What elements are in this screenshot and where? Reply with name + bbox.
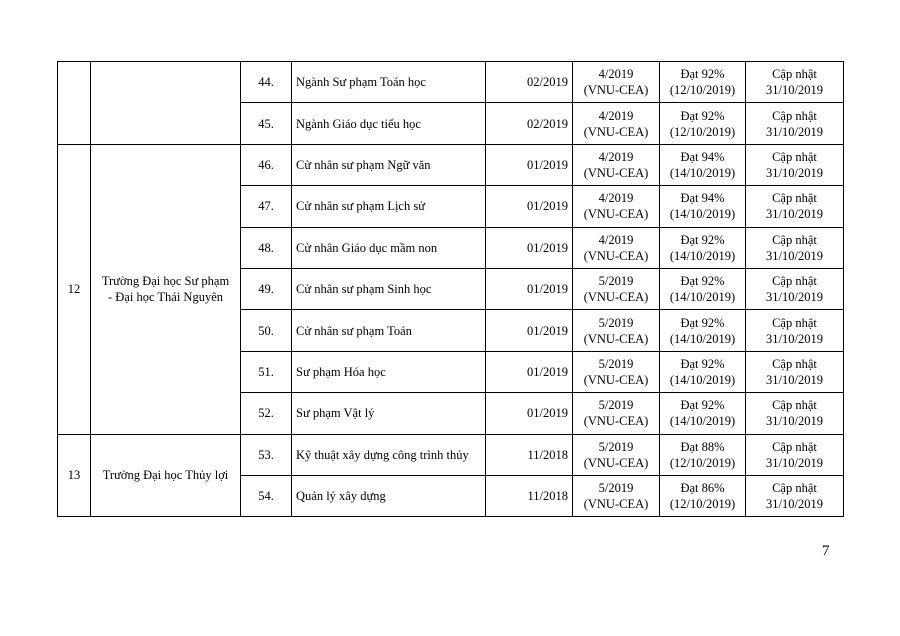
result-cell: Đạt 92% (14/10/2019): [660, 268, 746, 309]
program-number-cell: 47.: [241, 186, 292, 227]
program-number-cell: 50.: [241, 310, 292, 351]
program-name-cell: Cử nhân Giáo dục mầm non: [292, 227, 486, 268]
date-cell: 01/2019: [486, 227, 573, 268]
status-cell: Cập nhật 31/10/2019: [746, 393, 844, 434]
accreditation-table: [57, 61, 844, 517]
date-cell: 01/2019: [486, 351, 573, 392]
program-name-cell: Cử nhân sư phạm Sinh học: [292, 268, 486, 309]
result-cell: Đạt 86% (12/10/2019): [660, 475, 746, 516]
program-number-cell: 45.: [241, 103, 292, 144]
program-name-cell: Quản lý xây dựng: [292, 475, 486, 516]
program-name-cell: Ngành Giáo dục tiểu học: [292, 103, 486, 144]
schedule-cell: 4/2019 (VNU-CEA): [573, 186, 660, 227]
status-cell: Cập nhật 31/10/2019: [746, 103, 844, 144]
program-name-cell: Cử nhân sư phạm Ngữ văn: [292, 144, 486, 185]
stt-cell: 12: [58, 144, 91, 434]
date-cell: 01/2019: [486, 268, 573, 309]
program-name-cell: Cử nhân sư phạm Toán: [292, 310, 486, 351]
date-cell: 01/2019: [486, 144, 573, 185]
program-number-cell: 48.: [241, 227, 292, 268]
program-name-cell: Sư phạm Hóa học: [292, 351, 486, 392]
page-number: 7: [822, 543, 830, 559]
university-cell: [91, 62, 241, 145]
schedule-cell: 5/2019 (VNU-CEA): [573, 434, 660, 475]
program-number-cell: 54.: [241, 475, 292, 516]
date-cell: 01/2019: [486, 393, 573, 434]
program-number-cell: 51.: [241, 351, 292, 392]
result-cell: Đạt 92% (14/10/2019): [660, 393, 746, 434]
date-cell: 02/2019: [486, 62, 573, 103]
date-cell: 02/2019: [486, 103, 573, 144]
table-row: [58, 62, 844, 103]
date-cell: 11/2018: [486, 434, 573, 475]
result-cell: Đạt 92% (12/10/2019): [660, 103, 746, 144]
schedule-cell: 5/2019 (VNU-CEA): [573, 268, 660, 309]
stt-cell: [58, 62, 91, 145]
result-cell: Đạt 88% (12/10/2019): [660, 434, 746, 475]
program-number-cell: 53.: [241, 434, 292, 475]
result-cell: Đạt 92% (14/10/2019): [660, 310, 746, 351]
program-number-cell: 46.: [241, 144, 292, 185]
table-row: [58, 434, 844, 475]
university-cell: Trường Đại học Sư phạm - Đại học Thái Nguyên: [91, 144, 241, 434]
university-cell: Trường Đại học Thủy lợi: [91, 434, 241, 517]
schedule-cell: 5/2019 (VNU-CEA): [573, 475, 660, 516]
schedule-cell: 4/2019 (VNU-CEA): [573, 227, 660, 268]
program-number-cell: 49.: [241, 268, 292, 309]
schedule-cell: 4/2019 (VNU-CEA): [573, 103, 660, 144]
status-cell: Cập nhật 31/10/2019: [746, 227, 844, 268]
schedule-cell: 5/2019 (VNU-CEA): [573, 393, 660, 434]
program-name-cell: Kỹ thuật xây dựng công trình thủy: [292, 434, 486, 475]
schedule-cell: 4/2019 (VNU-CEA): [573, 144, 660, 185]
date-cell: 01/2019: [486, 310, 573, 351]
table-row: [58, 144, 844, 185]
result-cell: Đạt 94% (14/10/2019): [660, 144, 746, 185]
result-cell: Đạt 92% (12/10/2019): [660, 62, 746, 103]
schedule-cell: 4/2019 (VNU-CEA): [573, 62, 660, 103]
result-cell: Đạt 92% (14/10/2019): [660, 351, 746, 392]
status-cell: Cập nhật 31/10/2019: [746, 351, 844, 392]
program-number-cell: 44.: [241, 62, 292, 103]
schedule-cell: 5/2019 (VNU-CEA): [573, 351, 660, 392]
status-cell: Cập nhật 31/10/2019: [746, 268, 844, 309]
status-cell: Cập nhật 31/10/2019: [746, 475, 844, 516]
result-cell: Đạt 92% (14/10/2019): [660, 227, 746, 268]
stt-cell: 13: [58, 434, 91, 517]
program-name-cell: Ngành Sư phạm Toán học: [292, 62, 486, 103]
status-cell: Cập nhật 31/10/2019: [746, 186, 844, 227]
status-cell: Cập nhật 31/10/2019: [746, 310, 844, 351]
program-name-cell: Cử nhân sư phạm Lịch sử: [292, 186, 486, 227]
table-body: [58, 62, 844, 517]
date-cell: 01/2019: [486, 186, 573, 227]
status-cell: Cập nhật 31/10/2019: [746, 62, 844, 103]
status-cell: Cập nhật 31/10/2019: [746, 434, 844, 475]
schedule-cell: 5/2019 (VNU-CEA): [573, 310, 660, 351]
date-cell: 11/2018: [486, 475, 573, 516]
program-number-cell: 52.: [241, 393, 292, 434]
status-cell: Cập nhật 31/10/2019: [746, 144, 844, 185]
program-name-cell: Sư phạm Vật lý: [292, 393, 486, 434]
result-cell: Đạt 94% (14/10/2019): [660, 186, 746, 227]
